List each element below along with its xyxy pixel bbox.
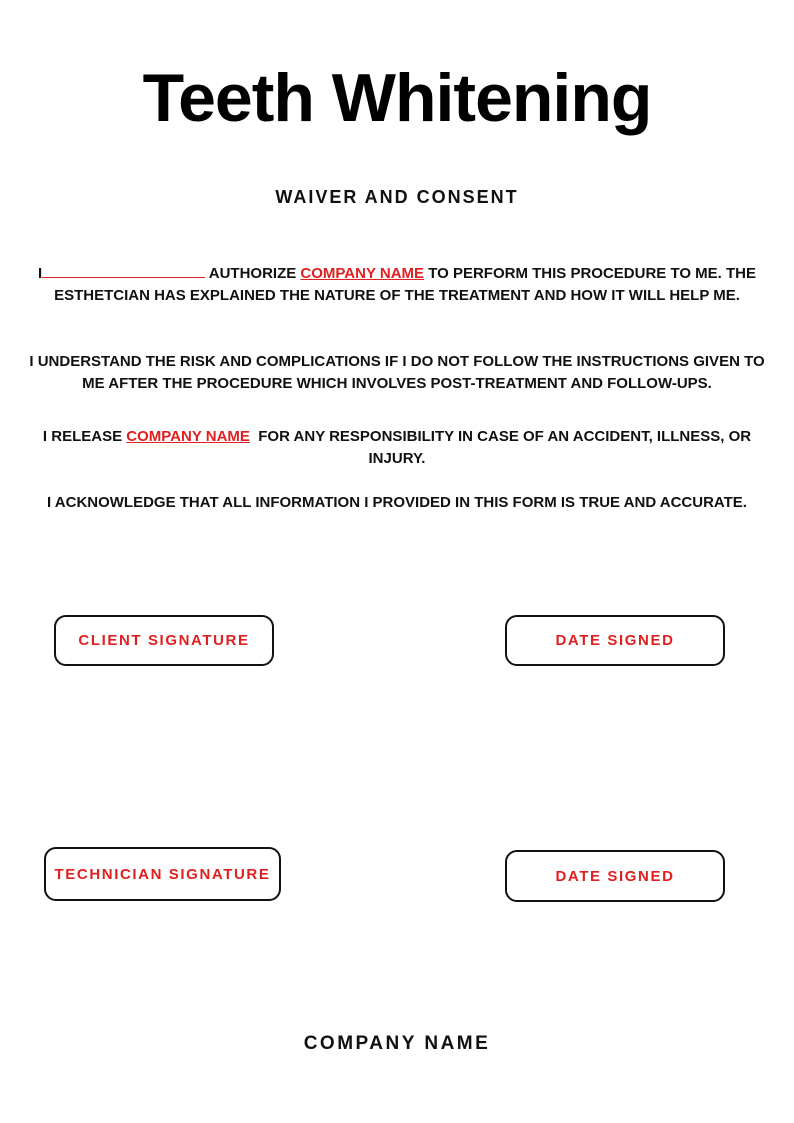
acknowledgement-paragraph: I ACKNOWLEDGE THAT ALL INFORMATION I PROVIDED IN THIS FORM IS TRUE AND ACCURATE. xyxy=(47,494,747,511)
company-name-link: COMPANY NAME xyxy=(300,265,425,282)
release-text-continued: FOR ANY RESPONSIBILITY IN CASE OF AN ACCIDENT, ILLNESS, OR INJURY. xyxy=(258,428,752,467)
footer-company-name: COMPANY NAME xyxy=(303,1033,491,1054)
authorization-prefix: I xyxy=(37,265,43,282)
release-paragraph xyxy=(40,426,754,470)
technician-date-signed-field[interactable]: DATE SIGNED xyxy=(505,850,725,902)
authorization-text-continued: TO PERFORM THIS PROCEDURE TO ME. THE ESTHETCIAN HAS EXPLAINED THE NATURE OF THE TREATMENT AND HOW IT WILL HELP ME. xyxy=(54,265,757,304)
release-company-name: COMPANY NAME xyxy=(126,428,250,445)
release-text: I RELEASE xyxy=(42,428,123,445)
document-title: Teeth Whitening xyxy=(142,60,652,136)
client-signature-field[interactable]: CLIENT SIGNATURE xyxy=(54,615,274,666)
technician-signature-field[interactable]: TECHNICIAN SIGNATURE xyxy=(44,847,281,901)
date-signed-field[interactable]: DATE SIGNED xyxy=(505,615,725,666)
authorization-paragraph xyxy=(22,263,772,307)
authorization-text: AUTHORIZE xyxy=(208,265,297,282)
document-subtitle: WAIVER AND CONSENT xyxy=(275,187,519,207)
client-name-blank[interactable] xyxy=(42,263,205,278)
risk-paragraph: I UNDERSTAND THE RISK AND COMPLICATIONS IF I DO NOT FOLLOW THE INSTRUCTIONS GIVEN TO ME AFTER THE PROCEDURE WHICH INVOLVES POST-TREATMENT AND FOLLOW-UPS. xyxy=(29,353,765,392)
